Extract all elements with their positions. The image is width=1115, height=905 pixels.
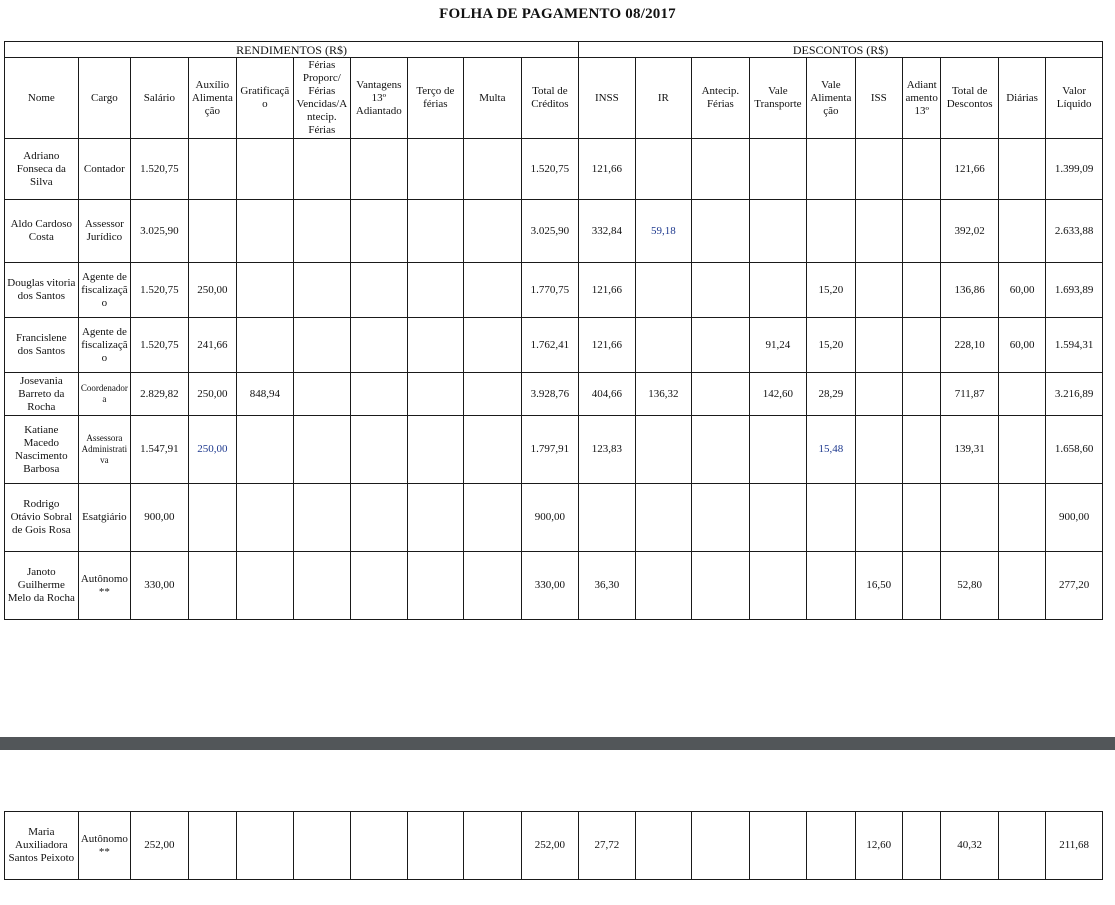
cell-salario: 1.520,75 [131,139,189,200]
cell-salario: 1.520,75 [131,318,189,373]
table-row [5,200,1103,263]
cell-inss: 404,66 [579,373,636,416]
cell-salario: 1.520,75 [131,263,189,318]
cell-multa [464,263,522,318]
cell-vale-alimentacao [807,484,855,552]
cell-gratificacao [237,484,294,552]
cell-auxilio-alimentacao [188,139,236,200]
cell-valor-liquido: 2.633,88 [1046,200,1103,263]
cell-ferias-proporcionais [293,373,351,416]
cell-vantagens-13 [351,484,408,552]
cell-vantagens-13 [351,812,408,880]
cell-antecip-ferias [692,200,750,263]
table-row [5,139,1103,200]
cell-ir [635,484,692,552]
cell-adiantamento-13 [903,484,941,552]
cell-iss [855,484,902,552]
cell-vale-alimentacao [807,552,855,620]
cell-gratificacao [237,552,294,620]
page-title: FOLHA DE PAGAMENTO 08/2017 [439,6,676,22]
cell-ir [635,318,692,373]
cell-cargo: Contador [78,139,130,200]
cell-nome: Maria Auxiliadora Santos Peixoto [5,812,79,880]
cell-auxilio-alimentacao: 241,66 [188,318,236,373]
cell-inss: 121,66 [579,139,636,200]
cell-diarias [998,139,1045,200]
cell-multa [464,416,522,484]
cell-valor-liquido: 1.658,60 [1046,416,1103,484]
cell-ir: 136,32 [635,373,692,416]
cell-antecip-ferias [692,139,750,200]
cell-adiantamento-13 [903,200,941,263]
cell-terco-ferias [407,263,464,318]
cell-vale-transporte [749,263,807,318]
cell-antecip-ferias [692,416,750,484]
cell-total-descontos: 711,87 [941,373,999,416]
header-cargo: Cargo [78,58,130,139]
header-valor-liquido: Valor Líquido [1046,58,1103,139]
cell-vale-alimentacao [807,200,855,263]
cell-ferias-proporcionais [293,812,351,880]
cell-antecip-ferias [692,552,750,620]
cell-iss [855,373,902,416]
cell-ferias-proporcionais [293,263,351,318]
cell-multa [464,200,522,263]
cell-ferias-proporcionais [293,200,351,263]
cell-cargo: Esatgiário [78,484,130,552]
cell-iss [855,416,902,484]
header-ferias-proporcionais: Férias Proporc/ Férias Vencidas/Antecip. Férias [293,58,351,139]
payroll-table [4,41,1103,620]
header-inss: INSS [579,58,636,139]
cell-inss: 121,66 [579,263,636,318]
cell-total-descontos: 136,86 [941,263,999,318]
cell-nome: Rodrigo Otávio Sobral de Gois Rosa [5,484,79,552]
cell-total-creditos: 252,00 [521,812,579,880]
cell-inss: 123,83 [579,416,636,484]
cell-nome: Janoto Guilherme Melo da Rocha [5,552,79,620]
cell-diarias [998,416,1045,484]
header-multa: Multa [464,58,522,139]
cell-inss [579,484,636,552]
cell-ferias-proporcionais [293,416,351,484]
cell-ir [635,812,692,880]
cell-ir: 59,18 [635,200,692,263]
header-nome: Nome [5,58,79,139]
cell-ir [635,416,692,484]
cell-salario: 2.829,82 [131,373,189,416]
cell-total-descontos: 228,10 [941,318,999,373]
cell-iss [855,263,902,318]
cell-antecip-ferias [692,373,750,416]
cell-multa [464,552,522,620]
table-row [5,812,1103,880]
cell-auxilio-alimentacao [188,552,236,620]
header-total-descontos: Total de Descontos [941,58,999,139]
cell-terco-ferias [407,139,464,200]
table-row [5,373,1103,416]
cell-diarias [998,200,1045,263]
header-salario: Salário [131,58,189,139]
cell-vale-transporte [749,139,807,200]
cell-multa [464,139,522,200]
cell-total-creditos: 900,00 [521,484,579,552]
cell-total-descontos: 392,02 [941,200,999,263]
cell-iss [855,318,902,373]
cell-terco-ferias [407,318,464,373]
cell-nome: Francislene dos Santos [5,318,79,373]
header-vale-alimentacao: Vale Alimentação [807,58,855,139]
cell-gratificacao [237,318,294,373]
cell-vale-alimentacao [807,812,855,880]
cell-auxilio-alimentacao [188,200,236,263]
cell-total-descontos: 52,80 [941,552,999,620]
cell-total-descontos [941,484,999,552]
group-rendimentos: RENDIMENTOS (R$) [5,42,579,58]
cell-vale-transporte [749,812,807,880]
cell-salario: 900,00 [131,484,189,552]
cell-iss [855,200,902,263]
cell-multa [464,318,522,373]
cell-antecip-ferias [692,484,750,552]
cell-nome: Katiane Macedo Nascimento Barbosa [5,416,79,484]
cell-cargo: Assessor Jurídico [78,200,130,263]
header-diarias: Diárias [998,58,1045,139]
cell-total-descontos: 121,66 [941,139,999,200]
page-separator [0,737,1115,750]
cell-terco-ferias [407,552,464,620]
cell-salario: 3.025,90 [131,200,189,263]
cell-terco-ferias [407,812,464,880]
cell-inss: 27,72 [579,812,636,880]
cell-adiantamento-13 [903,139,941,200]
cell-valor-liquido: 1.594,31 [1046,318,1103,373]
cell-diarias: 60,00 [998,263,1045,318]
cell-iss: 16,50 [855,552,902,620]
cell-vantagens-13 [351,139,408,200]
cell-vale-alimentacao [807,139,855,200]
cell-vale-transporte [749,484,807,552]
header-vale-transporte: Vale Transporte [749,58,807,139]
cell-auxilio-alimentacao: 250,00 [188,373,236,416]
cell-ir [635,139,692,200]
cell-vantagens-13 [351,552,408,620]
cell-antecip-ferias [692,318,750,373]
header-terco-ferias: Terço de férias [407,58,464,139]
header-antecip-ferias: Antecip. Férias [692,58,750,139]
table-row [5,552,1103,620]
cell-auxilio-alimentacao: 250,00 [188,263,236,318]
cell-adiantamento-13 [903,373,941,416]
cell-total-creditos: 3.928,76 [521,373,579,416]
cell-vantagens-13 [351,200,408,263]
cell-antecip-ferias [692,812,750,880]
cell-vale-transporte [749,416,807,484]
cell-diarias [998,812,1045,880]
cell-iss: 12,60 [855,812,902,880]
cell-diarias [998,373,1045,416]
payroll-table-continued [4,811,1103,880]
table-row [5,484,1103,552]
header-adiantamento-13: Adiantamento 13º [903,58,941,139]
cell-salario: 330,00 [131,552,189,620]
cell-diarias: 60,00 [998,318,1045,373]
cell-inss: 332,84 [579,200,636,263]
cell-vale-transporte: 91,24 [749,318,807,373]
cell-gratificacao [237,139,294,200]
cell-diarias [998,484,1045,552]
cell-total-descontos: 139,31 [941,416,999,484]
header-total-creditos: Total de Créditos [521,58,579,139]
cell-gratificacao [237,416,294,484]
cell-cargo: Coordenadora [78,373,130,416]
cell-valor-liquido: 1.399,09 [1046,139,1103,200]
cell-salario: 252,00 [131,812,189,880]
header-auxilio-alimentacao: Auxílio Alimentação [188,58,236,139]
cell-salario: 1.547,91 [131,416,189,484]
cell-nome: Josevania Barreto da Rocha [5,373,79,416]
cell-valor-liquido: 3.216,89 [1046,373,1103,416]
cell-cargo: Agente de fiscalização [78,318,130,373]
cell-vale-alimentacao: 28,29 [807,373,855,416]
cell-vale-transporte [749,552,807,620]
cell-ferias-proporcionais [293,139,351,200]
cell-auxilio-alimentacao [188,484,236,552]
cell-terco-ferias [407,200,464,263]
cell-total-creditos: 1.770,75 [521,263,579,318]
table-row [5,318,1103,373]
cell-ir [635,552,692,620]
table-row [5,263,1103,318]
cell-total-descontos: 40,32 [941,812,999,880]
cell-multa [464,373,522,416]
cell-ferias-proporcionais [293,318,351,373]
cell-gratificacao [237,812,294,880]
cell-nome: Adriano Fonseca da Silva [5,139,79,200]
cell-terco-ferias [407,416,464,484]
cell-valor-liquido: 211,68 [1046,812,1103,880]
cell-auxilio-alimentacao: 250,00 [188,416,236,484]
cell-valor-liquido: 277,20 [1046,552,1103,620]
cell-ferias-proporcionais [293,484,351,552]
cell-multa [464,812,522,880]
cell-adiantamento-13 [903,318,941,373]
group-descontos: DESCONTOS (R$) [579,42,1103,58]
cell-auxilio-alimentacao [188,812,236,880]
cell-iss [855,139,902,200]
cell-terco-ferias [407,373,464,416]
cell-ferias-proporcionais [293,552,351,620]
cell-vale-alimentacao: 15,20 [807,318,855,373]
cell-inss: 121,66 [579,318,636,373]
header-gratificacao: Gratificação [237,58,294,139]
cell-inss: 36,30 [579,552,636,620]
cell-valor-liquido: 1.693,89 [1046,263,1103,318]
cell-vantagens-13 [351,263,408,318]
cell-total-creditos: 1.797,91 [521,416,579,484]
cell-adiantamento-13 [903,812,941,880]
cell-nome: Douglas vitoria dos Santos [5,263,79,318]
cell-vale-alimentacao: 15,48 [807,416,855,484]
cell-vantagens-13 [351,318,408,373]
header-iss: ISS [855,58,902,139]
table-row [5,416,1103,484]
cell-adiantamento-13 [903,416,941,484]
cell-vale-transporte: 142,60 [749,373,807,416]
cell-gratificacao: 848,94 [237,373,294,416]
cell-adiantamento-13 [903,552,941,620]
cell-terco-ferias [407,484,464,552]
cell-total-creditos: 330,00 [521,552,579,620]
cell-gratificacao [237,200,294,263]
cell-ir [635,263,692,318]
header-ir: IR [635,58,692,139]
cell-adiantamento-13 [903,263,941,318]
cell-diarias [998,552,1045,620]
cell-vale-transporte [749,200,807,263]
cell-valor-liquido: 900,00 [1046,484,1103,552]
cell-vantagens-13 [351,373,408,416]
cell-cargo: Autônomo** [78,812,130,880]
cell-cargo: Agente de fiscalização [78,263,130,318]
cell-total-creditos: 1.762,41 [521,318,579,373]
cell-multa [464,484,522,552]
cell-total-creditos: 1.520,75 [521,139,579,200]
cell-antecip-ferias [692,263,750,318]
cell-gratificacao [237,263,294,318]
header-vantagens-13: Vantagens 13º Adiantado [351,58,408,139]
cell-cargo: Assessora Administrativa [78,416,130,484]
cell-nome: Aldo Cardoso Costa [5,200,79,263]
cell-cargo: Autônomo** [78,552,130,620]
cell-vale-alimentacao: 15,20 [807,263,855,318]
cell-total-creditos: 3.025,90 [521,200,579,263]
cell-vantagens-13 [351,416,408,484]
